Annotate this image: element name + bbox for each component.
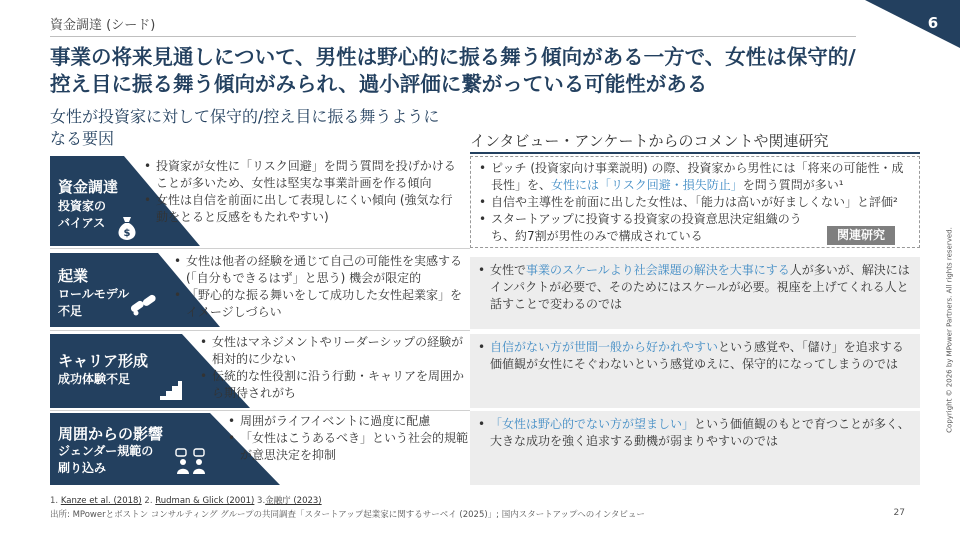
row-divider [50,410,470,411]
page-badge: 6 [927,14,939,32]
comment-item [477,160,913,194]
factor-bullets [226,413,468,464]
list-item: • 伝統的な性役割に沿う行動・キャリアを周囲から期待されがち [198,368,468,402]
comment-item: • スタートアップに投資する投資家の投資意思決定組織のうち、約7割が男性のみで構成されている [477,211,913,245]
left-heading-line-1: 女性が投資家に対して保守的/控え目に振る舞うように [50,107,440,126]
row-divider [50,330,470,331]
comment-item: • 自信や主導性を前面に出した女性は、「能力は高いが好ましくない」と評価² [477,194,913,211]
list-item: • 女性は他者の経験を通じて自己の可能性を実感する (「自分もできるはず」と思う) 機会が限定的 [172,253,466,287]
comment-highlight: 自信がない方が世間一般から好かれやすい [490,340,719,354]
reference-link-1[interactable]: Kanze et al. (2018) [60,496,142,506]
section-divider [50,36,856,37]
left-column-heading [50,106,450,150]
comment-text: という感覚や、「儲け」を追求する価値観が女性にそぐわないという感覚ゆえに、保守的になってしまうのでは [490,340,904,371]
right-column-heading: インタビュー・アンケートからのコメントや関連研究 [470,132,829,150]
list-item: • 女性はマネジメントやリーダーシップの経験が相対的に少ない [198,334,468,368]
footnote-references [50,494,322,506]
stairs-icon [158,378,184,402]
category-sub-1: 投資家の [58,199,107,213]
category-sub-1: ロールモデル [58,287,130,301]
category-title: 周囲からの影響 [58,425,164,443]
factor-row-role-model [50,253,920,327]
title-line-2: 控え目に振る舞う傾向がみられ、過小評価に繋がっている可能性がある [50,72,708,96]
list-item: • 「女性はこうあるべき」という社会的規範が意思決定を抑制 [226,430,468,464]
row-divider [50,248,470,249]
comment-text: 人が多いが、解決にはインパクトが必要で、そのためにはスケールが必要。視座を上げてくれる人と話すことで変わるのでは [490,263,910,311]
list-item: • 「野心的な振る舞いをして成功した女性起業家」をイメージしづらい [172,287,466,321]
reference-link-2[interactable]: Rudman & Glick (2001) [155,496,255,506]
left-heading-line-2: なる要因 [50,129,115,148]
factor-bullets [142,158,462,226]
factor-bullets [172,253,466,321]
comment-box [470,156,920,248]
reference-link-3[interactable]: 金融庁 (2023) [265,496,322,506]
copyright-notice: Copyright © 2026 by MPower Partners. All rights reserved. [946,227,954,433]
comment-item [476,262,914,313]
comment-text: という価値観のもとで育つことが多く、大きな成功を強く追求する動機が弱まりやすいのでは [490,417,910,448]
related-research-tag: 関連研究 [827,226,895,245]
comment-highlight: 事業のスケールより社会課題の解決を大事にする [526,263,790,277]
factor-row-career [50,334,920,408]
category-sub-1: 成功体験不足 [58,372,131,386]
page-number: 27 [893,508,905,518]
page-title [50,44,920,98]
comment-box [470,411,920,485]
factor-row-funding [50,156,920,246]
comment-highlight: 「女性は野心的でない方が望ましい」 [490,417,695,431]
comment-item [476,416,914,450]
comment-item [476,339,914,373]
money-bag-icon [114,214,140,242]
title-line-1: 事業の将来見通しについて、男性は野心的に振る舞う傾向がある一方で、女性は保守的/ [50,45,856,69]
factor-bullets [198,334,468,402]
comment-box [470,257,920,329]
list-item: • 女性は自信を前面に出して表現しにくい傾向 (強気な行動をとると反感をもたれやすい) [142,192,462,226]
pills-icon [128,293,158,317]
list-item: • 周囲がライフイベントに過度に配慮 [226,413,468,430]
ref-number: 1. [50,496,61,506]
comment-text: 女性で [490,263,527,277]
category-sub-1: ジェンダー規範の [58,444,154,458]
svg-text:$: $ [123,228,131,239]
section-label: 資金調達 (シード) [50,18,156,33]
category-sub-2: 刷り込み [58,461,107,475]
comment-box [470,334,920,408]
right-heading-rule [470,152,920,154]
category-title: キャリア形成 [58,352,149,370]
comment-text: ピッチ (投資家向け事業説明) の際、投資家から男性には「将来の可能性・成長性」を、 [491,161,904,192]
list-item: • 投資家が女性に「リスク回避」を問う質問を投げかけることが多いため、女性は堅実な事業計画を作る傾向 [142,158,462,192]
category-sub-2: バイアス [58,216,106,230]
category-title: 起業 [58,267,89,285]
factor-row-environment [50,413,920,485]
comment-highlight: 女性には「リスク回避・損失防止」 [551,178,743,192]
ref-number: 3. [254,496,266,506]
people-speech-icon [174,447,210,477]
category-sub-2: 不足 [58,304,83,318]
ref-number: 2. [141,496,156,506]
source-note: 出所: MPowerとボストン コンサルティング グループの共同調査「スタートアップ起業家に関するサーベイ (2025)」; 国内スタートアップへのインタビュー [50,510,645,520]
category-title: 資金調達 [58,178,119,196]
comment-text: を問う質問が多い¹ [742,178,844,192]
